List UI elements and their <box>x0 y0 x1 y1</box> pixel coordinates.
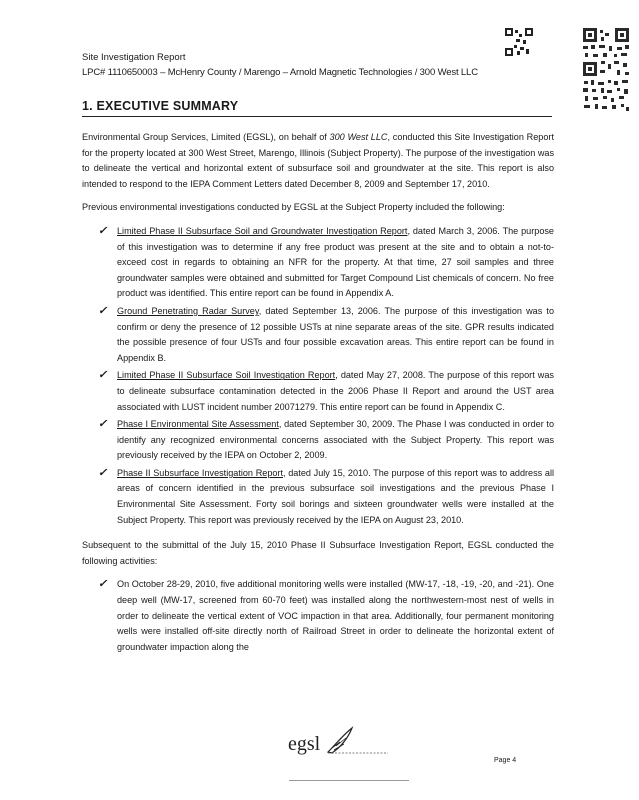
item-text: , dated September 30, 2009. The Phase I was conducted in order to identify any recognized environmental concerns associated with the Subject Property. This report was previously received by the IEPA on October 2, 2009. <box>117 419 555 461</box>
report-title-link: Phase II Subsurface Investigation Report <box>117 467 283 478</box>
checkmark-icon: ✓ <box>98 369 108 382</box>
intro-paragraph <box>82 130 554 192</box>
qr-code-small-icon <box>505 28 533 56</box>
list-item <box>82 577 554 655</box>
report-title: Site Investigation Report <box>82 52 186 63</box>
item-text: , dated July 15, 2010. The purpose of this report was to address all areas of concern identified in the previous subsurface soil investigations and the previous Phase I Environmental Site Assessment. Forty soil borings and sixteen groundwater wells were installed at the Subject Property. This report was previously received by the IEPA on August 23, 2010. <box>117 467 554 525</box>
intro-text-b: , conducted this Site Investigation Report for the property located at 300 West Street, Marengo, Illinois (Subject Property). The purpose of the investigation was to delineate the vertical and horizontal extent of subsurface soil and groundwater at the site. This report is also intended to respond to the IEPA Comment Letters dated December 8, 2009 and September 17, 2010. <box>82 132 554 189</box>
subsequent-activities-lead: Subsequent to the submittal of the July 15, 2010 Phase II Subsurface Investigation Report, EGSL conducted the following activities: <box>82 540 554 566</box>
report-title-link: Phase I Environmental Site Assessment <box>117 419 279 430</box>
page-number: Page 4 <box>494 757 517 764</box>
checkmark-icon: ✓ <box>98 578 108 591</box>
report-title-link: Limited Phase II Subsurface Soil Investigation Report <box>117 370 336 381</box>
list-item <box>82 368 554 415</box>
item-text: , dated September 13, 2006. The purpose of this investigation was to confirm or deny the presence of 12 possible USTs at nine separate areas of the site. GPR results indicated the possible presence of four USTs and four possible excavation areas. This entire report can be found in Appendix B. <box>117 305 554 363</box>
egsl-logo <box>288 726 398 762</box>
document-body <box>82 130 554 665</box>
previous-investigations-lead: Previous environmental investigations conducted by EGSL at the Subject Property included the following: <box>82 202 505 213</box>
checkmark-icon: ✓ <box>98 418 108 431</box>
subsequent-activities-list <box>82 577 554 655</box>
item-text: , dated March 3, 2006. The purpose of this investigation was to determine if any free product was present at the site and to obtain a not-to-exceed cost in regards to obtaining an NFR for the property. At that time, 27 soil samples and three groundwater samples were obtained and submitted for Target Compound List chemicals of concern. No free product was identified. This entire report can be found in Appendix A. <box>117 225 554 299</box>
project-reference: LPC# 1110650003 – McHenry County / Marengo – Arnold Magnetic Technologies / 300 West LLC <box>82 67 478 78</box>
checkmark-icon: ✓ <box>98 304 108 317</box>
list-item <box>82 224 554 302</box>
running-header <box>82 50 478 80</box>
intro-text-a: Environmental Group Services, Limited (EGSL), on behalf of <box>82 132 330 142</box>
previous-investigations-list <box>82 224 554 528</box>
client-name: 300 West LLC <box>329 132 388 142</box>
list-item <box>82 466 554 528</box>
qr-code-icon <box>581 28 631 114</box>
item-text: , dated May 27, 2008. The purpose of this report was to delineate subsurface contamination detected in the 2006 Phase II Report and around the UST area associated with LUST incident number 20071279. This entire report can be found in Appendix C. <box>117 370 554 412</box>
section-heading: 1. EXECUTIVE SUMMARY <box>82 99 239 113</box>
report-title-link: Limited Phase II Subsurface Soil and Groundwater Investigation Report <box>117 225 408 236</box>
footer-rule <box>289 780 409 781</box>
logo-text: egsl <box>288 733 321 755</box>
checkmark-icon: ✓ <box>98 466 108 479</box>
list-item <box>82 417 554 464</box>
heading-underline <box>82 116 552 117</box>
report-title-link: Ground Penetrating Radar Survey <box>117 305 259 316</box>
item-text: On October 28-29, 2010, five additional monitoring wells were installed (MW-17, -18, -19, -20, and -21). One deep well (MW-17, screened from 60-70 feet) was installed along the northwestern-most nest of wells in order to delineate the vertical extent of VOC impaction in that area. Additionally, four permanent monitoring wells were installed off-site directly north of Railroad Street in order to delineate the horizontal extent of groundwater impaction along the <box>117 579 554 652</box>
checkmark-icon: ✓ <box>98 224 108 237</box>
list-item <box>82 304 554 366</box>
